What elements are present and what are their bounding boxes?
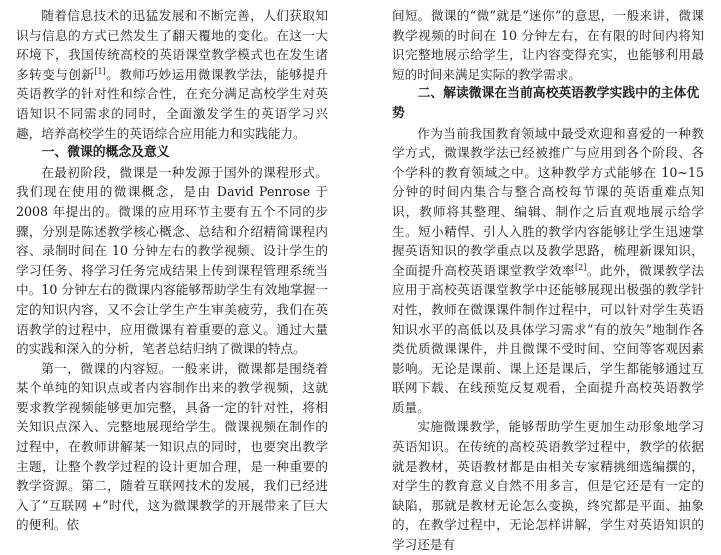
right-column <box>392 6 704 555</box>
left-column <box>16 6 328 535</box>
section-heading-1: 一、微课的概念及意义 <box>41 145 170 161</box>
body-paragraph-continued: 间短。微课的“微”就是“迷你”的意思，一般来讲，微课教学视频的时间在 10 分钟左右，在有限的时间内将知识完整地展示给学生，让内容变得充实，也能够利用最短的时间来满足实际的教学需求。 <box>392 8 704 82</box>
section-heading-2: 二、解读微课在当前高校英语教学实践中的主体优势 <box>392 86 700 121</box>
intro-paragraph: 随着信息技术的迅猛发展和不断完善，人们获取知识与信息的方式已然发生了翻天覆地的变化。在这一大环境下，我国传统高校的英语课堂教学模式也在发生诸多转变与创新[1]。教师巧妙运用微课教学法，能够提升英语教学的针对性和综合性，在充分满足高校学生对英语知识不同需求的同时，全面激发学生的英语学习兴趣，培养高校学生的英语综合应用能力和实践能力。 <box>16 8 329 141</box>
body-paragraph: 作为当前我国教育领域中最受欢迎和喜爱的一种教学方式，微课教学法已经被推广与应用到各个阶段、各个学科的教育领域之中。这种教学方式能够在 10~15 分钟的时间内集合与整合高校每节课的英语重难点知识，教师将其整理、编辑、制作之后直观地展示给学生。短小精悍、引人入胜的教学内容能够让学生迅速掌握英语知识的教学重点以及教学思路，梳理新课知识，全面提升高校英语课堂教学效率[2]。此外，微课教学法应用于高校英语课堂教学中还能够展现出极强的教学针对性，教师在微课课件制作过程中，可以针对学生英语知识水平的高低以及具体学习需求“有的放矢”地制作各类优质微课课件，并且微课不受时间、空间等客观因素影响。无论是课前、课上还是课后，学生都能够通过互联网下载、在线预览反复观看，全面提升高校英语教学质量。 <box>392 125 705 415</box>
body-paragraph: 在最初阶段，微课是一种发源于国外的课程形式。我们现在使用的微课概念，是由 David Penrose 于 2008 年提出的。微课的应用环节主要有五个不同的步骤，分别是陈述教学核心概念、总结和介绍精简课程内容、录制时间在 10 分钟左右的教学视频、设计学生的学习任务、将学习任务完成结果上传到课程管理系统当中。10 分钟左右的微课内容能够帮助学生有效地掌握一定的知识内容，又不会让学生产生审美疲劳，我们在英语教学的过程中，应用微课有着重要的意义。通过大量的实践和深入的分析，笔者总结归纳了微课的特点。 <box>16 164 328 357</box>
citation-ref-2: [2] <box>575 262 587 272</box>
body-paragraph: 实施微课教学，能够帮助学生更加生动形象地学习英语知识。在传统的高校英语教学过程中，教学的依据就是教材，英语教材都是由相关专家精挑细选编撰的，对学生的教育意义自然不用多言，但是它还是有一定的缺陷，那就是教材无论怎么变换，终究都是平面、抽象的，在教学过程中，无论怎样讲解，学生对英语知识的学习还是有 <box>392 419 704 553</box>
body-paragraph: 第一，微课的内容短。一般来讲，微课都是围绕着某个单纯的知识点或者内容制作出来的教学视频，这就要求教学视频能够更加完整，具备一定的针对性，将相关知识点深入、完整地展现给学生。微课视频在制作的过程中，在教师讲解某一知识点的同时，也要突出教学主题，让整个教学过程的设计更加合理，是一种重要的教学资源。第二，随着互联网技术的发展，我们已经进入了“互联网 +”时代，这为微课教学的开展带来了巨大的便利。依 <box>16 360 328 533</box>
citation-ref-1: [1] <box>94 66 106 76</box>
